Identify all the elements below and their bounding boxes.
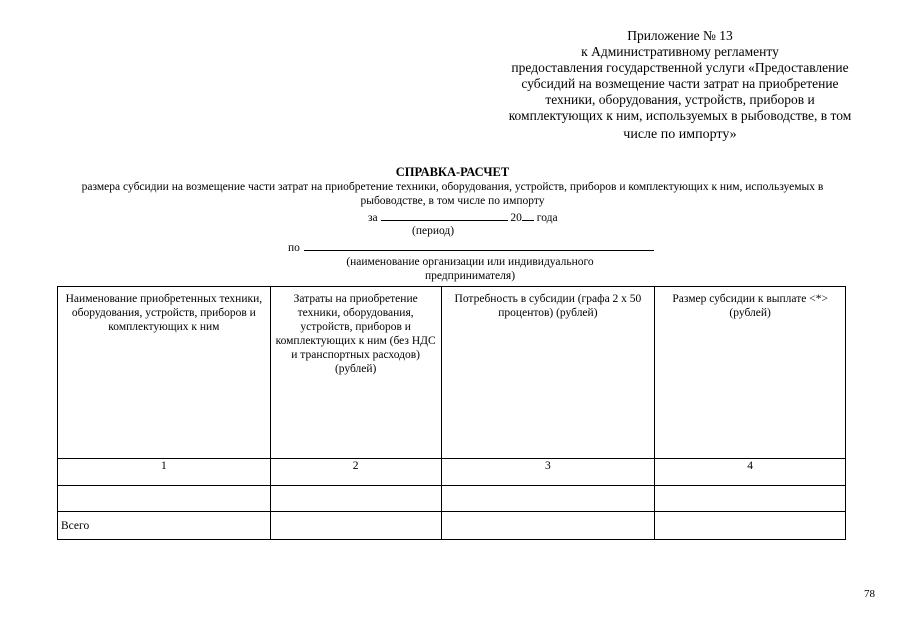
table-cell — [270, 486, 441, 512]
total-label: Всего — [58, 512, 271, 540]
period-suffix: года — [536, 212, 558, 224]
column-header: Размер субсидии к выплате <*> (рублей) — [655, 287, 846, 459]
document-title: СПРАВКА-РАСЧЕТ — [395, 165, 510, 179]
table-cell — [270, 512, 441, 540]
appendix-line: предоставления государственной услуги «Предоставление — [511, 60, 849, 75]
total-row — [58, 512, 846, 540]
period-caption: (период) — [412, 225, 455, 237]
appendix-line: комплектующих к ним, используемых в рыбоводстве, в том — [508, 108, 852, 123]
year-blank — [522, 210, 534, 221]
column-number: 4 — [655, 459, 846, 486]
column-number: 2 — [270, 459, 441, 486]
organization-caption: (наименование организации или индивидуального предпринимателя) — [346, 256, 594, 282]
calculation-table — [57, 286, 846, 540]
document-subtitle: размера субсидии на возмещение части затрат на приобретение техники, оборудования, устройств, приборов и комплектующих к ним, используемых в рыбоводстве, в том числе по импорту — [81, 181, 824, 207]
column-number: 3 — [441, 459, 655, 486]
table-cell — [441, 486, 655, 512]
appendix-header — [470, 28, 890, 143]
period-field — [368, 210, 558, 224]
organization-field — [288, 240, 654, 254]
appendix-line: числе по импорту» — [623, 127, 737, 142]
organization-blank — [304, 240, 654, 251]
year-prefix: 20 — [510, 212, 522, 224]
column-header: Наименование приобретенных техники, оборудования, устройств, приборов и комплектующих к ним — [58, 287, 271, 459]
column-header: Затраты на приобретение техники, оборудования, устройств, приборов и комплектующих к ним (без НДС и транспортных расходов) (рублей) — [270, 287, 441, 459]
table-header-row — [58, 287, 846, 459]
table-row — [58, 486, 846, 512]
table-cell — [441, 512, 655, 540]
appendix-line: субсидий на возмещение части затрат на приобретение — [521, 76, 839, 91]
column-number: 1 — [58, 459, 271, 486]
period-blank — [381, 210, 508, 221]
column-header: Потребность в субсидии (графа 2 x 50 процентов) (рублей) — [441, 287, 655, 459]
column-number-row — [58, 459, 846, 486]
appendix-line: техники, оборудования, устройств, приборов и — [545, 92, 815, 107]
period-prefix: за — [368, 212, 378, 224]
page-number: 78 — [864, 588, 875, 600]
table-cell — [58, 486, 271, 512]
appendix-line: к Административному регламенту — [581, 44, 779, 59]
table-cell — [655, 512, 846, 540]
table-cell — [655, 486, 846, 512]
organization-prefix: по — [288, 242, 300, 254]
appendix-line: Приложение № 13 — [627, 28, 733, 43]
